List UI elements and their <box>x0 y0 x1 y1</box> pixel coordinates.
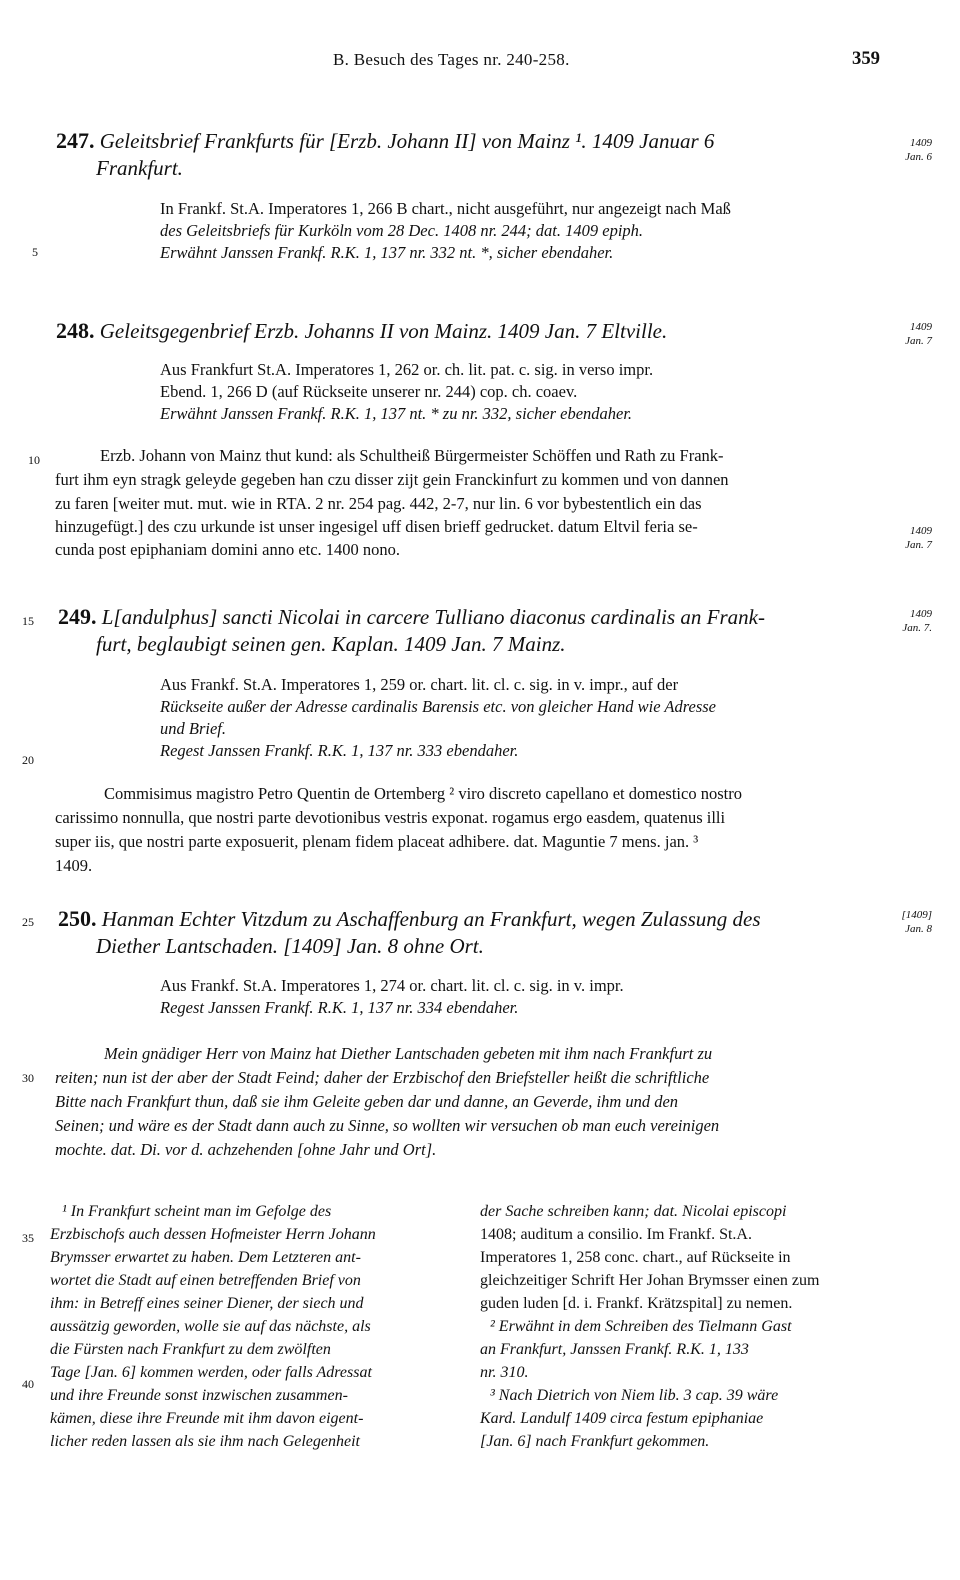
body-line: cunda post epiphaniam domini anno etc. 1400 nono. <box>55 540 401 559</box>
entry-title-line: Geleitsbrief Frankfurts für [Erzb. Johann II] von Mainz ¹. 1409 Januar 6 <box>99 129 715 153</box>
footnote-line: guden luden [d. i. Frankf. Krätzspital] zu nemen. <box>480 1295 793 1312</box>
source-line: Regest Janssen Frankf. R.K. 1, 137 nr. 334 ebendaher. <box>160 998 519 1017</box>
entry-title <box>56 318 667 344</box>
source-line: Ebend. 1, 266 D (auf Rückseite unserer nr. 244) cop. ch. coaev. <box>160 382 578 401</box>
line-number: 20 <box>22 753 34 767</box>
line-number: 40 <box>22 1377 34 1391</box>
footnote-line: nr. 310. <box>480 1364 529 1381</box>
footnote-line: licher reden lassen als sie ihm nach Gelegenheit <box>50 1433 360 1450</box>
margin-day: Jan. 7 <box>905 539 932 551</box>
source-line: Aus Frankf. St.A. Imperatores 1, 259 or. chart. lit. cl. c. sig. in v. impr., auf der <box>160 675 679 694</box>
body-line: super iis, que nostri parte exposuerit, plenam fidem placeat adhibere. dat. Maguntie 7 mens. jan. ³ <box>55 832 699 851</box>
source-line: Aus Frankfurt St.A. Imperatores 1, 262 or. ch. lit. pat. c. sig. in verso impr. <box>160 360 654 379</box>
entry-title-line: Frankfurt. <box>96 156 183 180</box>
footnote-line: aussätzig geworden, wolle sie auf das nächste, als <box>50 1318 371 1335</box>
margin-date-note <box>880 136 932 164</box>
footnote-line: Kard. Landulf 1409 circa festum epiphaniae <box>480 1410 764 1427</box>
margin-year: [1409] <box>901 909 932 921</box>
body-line: mochte. dat. Di. vor d. achzehenden [ohne Jahr und Ort]. <box>55 1140 437 1159</box>
footnote-line: Brymsser erwartet zu haben. Dem Letzteren ant- <box>50 1249 361 1266</box>
margin-day: Jan. 8 <box>905 923 932 935</box>
margin-date-note <box>876 320 932 348</box>
footnote-line: [Jan. 6] nach Frankfurt gekommen. <box>480 1433 710 1450</box>
source-line: des Geleitsbriefs für Kurköln vom 28 Dec. 1408 nr. 244; dat. 1409 epiph. <box>160 221 644 240</box>
body-line: 1409. <box>55 856 93 875</box>
source-line: Aus Frankf. St.A. Imperatores 1, 274 or. chart. lit. cl. c. sig. in v. impr. <box>160 976 624 995</box>
margin-day: Jan. 7. <box>902 622 932 634</box>
footnote-line: ³ Nach Dietrich von Niem lib. 3 cap. 39 wäre <box>490 1387 779 1404</box>
entry-title-line: L[andulphus] sancti Nicolai in carcere Tulliano diaconus cardinalis an Frank- <box>101 605 765 629</box>
margin-year: 1409 <box>910 137 932 149</box>
entry-title-line: Diether Lantschaden. [1409] Jan. 8 ohne Ort. <box>96 934 484 958</box>
footnote-line: der Sache schreiben kann; dat. Nicolai episcopi <box>480 1203 787 1220</box>
line-number: 15 <box>22 614 34 628</box>
footnote-line: Imperatores 1, 258 conc. chart., auf Rückseite in <box>480 1249 791 1266</box>
line-number: 30 <box>22 1071 34 1085</box>
margin-date-note <box>872 908 932 936</box>
source-line: Rückseite außer der Adresse cardinalis Barensis etc. von gleicher Hand wie Adresse <box>160 697 716 716</box>
margin-year: 1409 <box>910 608 932 620</box>
footnote-line: wortet die Stadt auf einen betreffenden Brief von <box>50 1272 361 1289</box>
body-line: Mein gnädiger Herr von Mainz hat Diether Lantschaden gebeten mit ihm nach Frankfurt zu <box>104 1044 713 1063</box>
entry-number: 248. <box>56 318 95 343</box>
footnote-line: an Frankfurt, Janssen Frankf. R.K. 1, 133 <box>480 1341 749 1358</box>
body-line: zu faren [weiter mut. mut. wie in RTA. 2 nr. 254 pag. 442, 2-7, nur lin. 6 vor bybestentlich ein das <box>55 494 702 513</box>
footnote-line: Tage [Jan. 6] kommen werden, oder falls Adressat <box>50 1364 372 1381</box>
body-line: carissimo nonnulla, que nostri parte devotionibus vestris exponat. rogamus ergo easdem, quatenus illi <box>55 808 726 827</box>
source-line: In Frankf. St.A. Imperatores 1, 266 B chart., nicht ausgeführt, nur angezeigt nach Maß <box>160 199 731 218</box>
body-line: Erzb. Johann von Mainz thut kund: als Schultheiß Bürgermeister Schöffen und Rath zu Frank- <box>100 446 724 465</box>
footnote-line: gleichzeitiger Schrift Her Johan Brymsser einen zum <box>480 1272 820 1289</box>
footnote-line: ¹ In Frankfurt scheint man im Gefolge des <box>62 1203 332 1220</box>
entry-title <box>58 906 761 932</box>
line-number: 35 <box>22 1231 34 1245</box>
footnote-line: 1408; auditum a consilio. Im Frankf. St.A. <box>480 1226 752 1243</box>
entry-number: 250. <box>58 906 97 931</box>
margin-year: 1409 <box>910 321 932 333</box>
margin-year: 1409 <box>910 525 932 537</box>
source-line: Erwähnt Janssen Frankf. R.K. 1, 137 nt. * zu nr. 332, sicher ebendaher. <box>160 404 633 423</box>
line-number: 5 <box>32 245 38 259</box>
entry-title-line: Geleitsgegenbrief Erzb. Johanns II von Mainz. 1409 Jan. 7 Eltville. <box>99 319 668 343</box>
margin-day: Jan. 7 <box>905 335 932 347</box>
footnote-line: kämen, diese ihre Freunde mit ihm davon eigent- <box>50 1410 364 1427</box>
entry-title <box>56 128 714 154</box>
entry-title-line: Hanman Echter Vitzdum zu Aschaffenburg an Frankfurt, wegen Zulassung des <box>101 907 761 931</box>
margin-date-note <box>876 524 932 552</box>
page-number: 359 <box>852 48 880 69</box>
source-line: Erwähnt Janssen Frankf. R.K. 1, 137 nr. 332 nt. *, sicher ebendaher. <box>160 243 614 262</box>
source-line: Regest Janssen Frankf. R.K. 1, 137 nr. 333 ebendaher. <box>160 741 519 760</box>
footnote-line: ihm: in Betreff eines seiner Diener, der siech und <box>50 1295 364 1312</box>
entry-number: 247. <box>56 128 95 153</box>
entry-title-line: furt, beglaubigt seinen gen. Kaplan. 1409 Jan. 7 Mainz. <box>96 632 566 656</box>
footnote-line: Erzbischofs auch dessen Hofmeister Herrn Johann <box>50 1226 376 1243</box>
entry-number: 249. <box>58 604 97 629</box>
source-line: und Brief. <box>160 719 226 738</box>
entry-title <box>58 604 765 630</box>
body-line: Bitte nach Frankfurt thun, daß sie ihm Geleite geben dar und danne, an Geverde, ihm und den <box>55 1092 679 1111</box>
margin-day: Jan. 6 <box>905 151 932 163</box>
footnote-line: und ihre Freunde sonst inzwischen zusammen- <box>50 1387 348 1404</box>
body-line: hinzugefügt.] des czu urkunde ist unser ingesigel uff disen brieff gedrucket. datum Eltvil feria se- <box>55 517 698 536</box>
body-line: furt ihm eyn stragk geleyde gegeben han czu disser zijt gein Franckinfurt zu kommen und von dannen <box>55 470 729 489</box>
body-line: reiten; nun ist der aber der Stadt Feind; daher der Erzbischof den Briefsteller heißt die schriftliche <box>55 1068 710 1087</box>
footnote-line: ² Erwähnt in dem Schreiben des Tielmann Gast <box>490 1318 792 1335</box>
body-line: Seinen; und wäre es der Stadt dann auch zu Sinne, so wollten wir versuchen ob man euch vereinigen <box>55 1116 720 1135</box>
line-number: 25 <box>22 915 34 929</box>
body-line: Commisimus magistro Petro Quentin de Ortemberg ² viro discreto capellano et domestico nostro <box>104 784 742 803</box>
margin-date-note <box>876 607 932 635</box>
line-number: 10 <box>28 453 40 467</box>
footnote-line: die Fürsten nach Frankfurt zu dem zwölften <box>50 1341 331 1358</box>
running-title: B. Besuch des Tages nr. 240-258. <box>333 50 570 69</box>
